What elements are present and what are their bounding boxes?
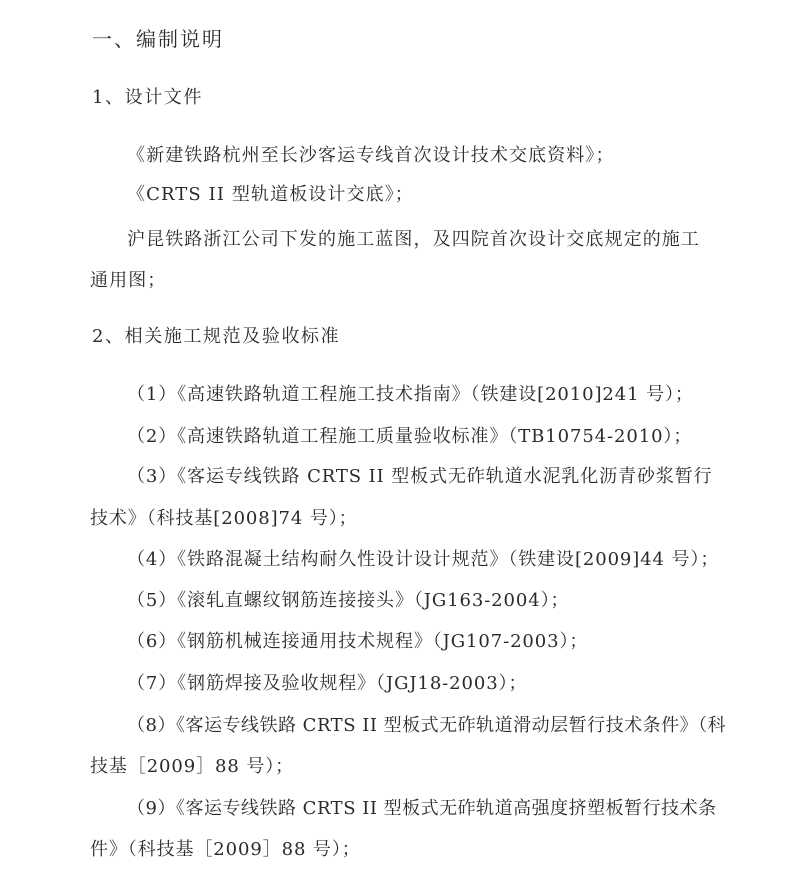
standard-line: （3）《客运专线铁路 CRTS II 型板式无砟轨道水泥乳化沥青砂浆暂行: [127, 466, 713, 487]
standard-line: （6）《钢筋机械连接通用技术规程》（JG107-2003）；: [127, 631, 589, 652]
design-doc-line: 《CRTS II 型轨道板设计交底》；: [127, 184, 414, 205]
standard-line: （8）《客运专线铁路 CRTS II 型板式无砟轨道滑动层暂行技术条件》（科: [127, 715, 727, 736]
standard-line: 件》（科技基［2009］88 号）；: [90, 839, 361, 860]
standards-heading: 2、相关施工规范及验收标准: [92, 326, 341, 347]
standard-line: 技术》（科技基[2008]74 号）；: [90, 508, 358, 529]
standard-line: 技基［2009］88 号）；: [90, 756, 295, 777]
design-doc-line: 沪昆铁路浙江公司下发的施工蓝图，及四院首次设计交底规定的施工: [127, 229, 700, 250]
standard-line: （2）《高速铁路轨道工程施工质量验收标准》（TB10754-2010）；: [127, 426, 693, 447]
standard-line: （5）《滚轧直螺纹钢筋连接接头》（JG163-2004）；: [127, 590, 570, 611]
standard-line: （4）《铁路混凝土结构耐久性设计设计规范》（铁建设[2009]44 号）；: [127, 549, 720, 570]
standard-line: （1）《高速铁路轨道工程施工技术指南》（铁建设[2010]241 号）；: [127, 384, 694, 405]
standard-line: （7）《钢筋焊接及验收规程》（JGJ18-2003）；: [127, 673, 528, 694]
section-title: 一、编制说明: [92, 27, 224, 51]
design-doc-line: 通用图；: [90, 270, 167, 291]
design-doc-line: 《新建铁路杭州至长沙客运专线首次设计技术交底资料》；: [127, 145, 615, 166]
design-docs-heading: 1、设计文件: [92, 87, 204, 108]
standard-line: （9）《客运专线铁路 CRTS II 型板式无砟轨道高强度挤塑板暂行技术条: [127, 798, 717, 819]
